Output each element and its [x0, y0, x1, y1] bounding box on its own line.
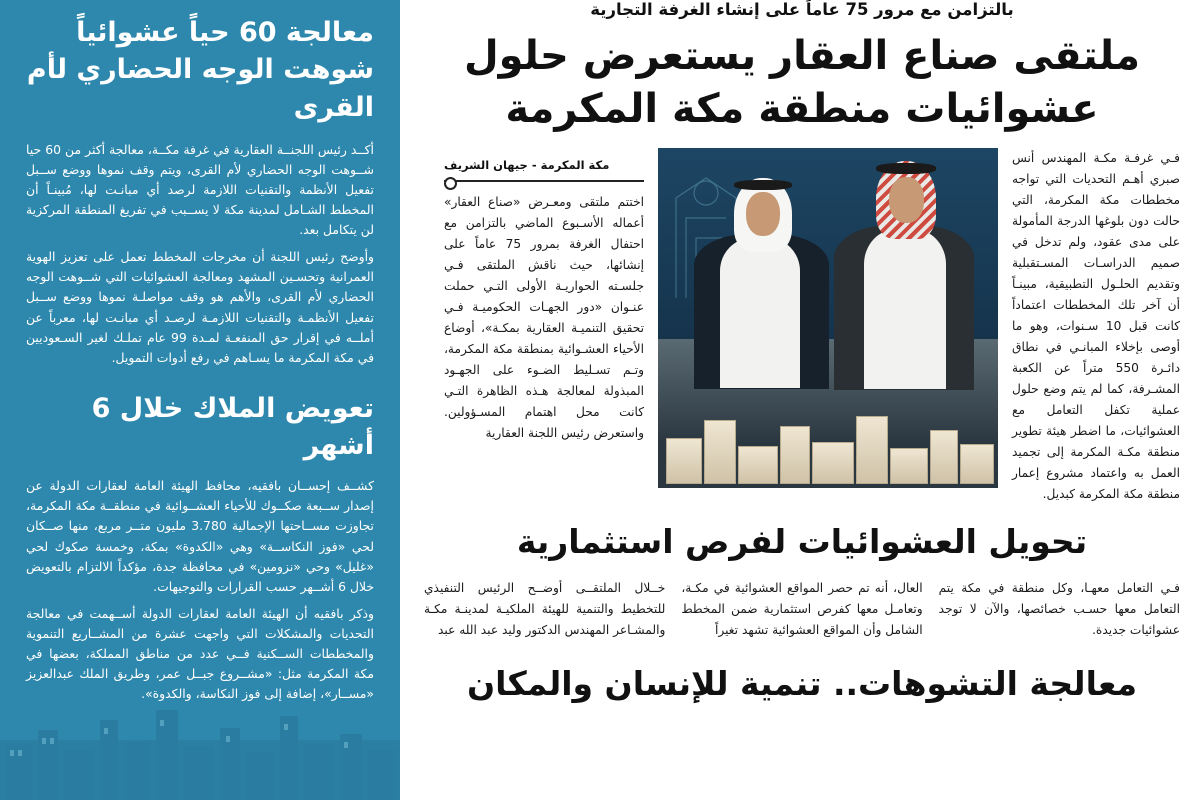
sidebar-paragraph: وأوضح رئيس اللجنة أن مخرجات المخطط تعمل على تعزيز الهوية العمرانية وتحسـين المشهد ومعالجة العشوائيات التي شــوهت الوجه الحضاري لأم القرى، والأهم هو وقف مواصلـة نموها ووضع ســبل تفعيل الأنظمـة والتقنيات اللازمـة لرصـد أي مبانـت لها، معرباً عن أملــه في إقرار حق المنفعـة لمـدة 99 عام تملـك لغير السـعوديين في مكة المكرمة ما يسـاهم في رفع أدوات التمويل.: [26, 249, 374, 365]
lede-row: [424, 148, 1180, 505]
sidebar-column: [0, 0, 400, 800]
article-subheadline-2: معالجة التشوهات.. تنمية للإنسان والمكان: [466, 663, 1138, 703]
sidebar-content: [0, 0, 400, 704]
sidebar-paragraph: أكــد رئيس اللجنــة العقارية في غرفة مكــة، معالجة أكثر من 60 حيا شــوهت الوجه الحضاري لأم القرى، ويتم وقف نموها ووضع ســبل تفعيل الأنظمة والتقنيات اللازمة لرصد أي مبانـت لها، مُبينـاً أن المخطط الشـامل لمدينة مكة لا يســبب في تفريغ المنطقة المركزية لن يتكامل بعد.: [26, 141, 374, 238]
article-right-column: [444, 148, 644, 444]
body-column: فـي التعامل معهـا، وكل منطقة في مكة يتم التعامل معها حسـب خصائصها، والآن لا توجد عشوائيات جديدة.: [938, 581, 1180, 637]
article-subheadline-1: تحويل العشوائيات لفرص استثمارية: [516, 522, 1088, 562]
article-headline: ملتقى صناع العقار يستعرض حلول عشوائيات منطقة مكة المكرمة: [463, 33, 1141, 133]
body-column: العال، أنه تم حصر المواقع العشوائية في مكـة، وتعامـل معها كفرص استثمارية ضمن المخطط الشامل وأن المواقع العشوائية تشهد تغيراً: [681, 581, 923, 637]
three-column-body: [424, 578, 1180, 641]
article-left-column-text: فـي غرفـة مكـة المهندس أنس صبري أهـم التحديات التي تواجه مخططات مكة المكرمة، التي حالت دون بلوغها الدرجة المأمولة على مدى عقود، ولم تدخل في صميم الدراسـات المسـتقبلية وتقديم الحلـول التطبيقية، مبينـاً أن آخر تلك المخططات اعتماداً كانت قبل 10 سـنوات، وهو ما أوصى بإخلاء المبانـي في نطاق دائـرة 550 متراً عن الكعبة المشـرفة، كما لم يتم وضع حلول عملية تكفل التعامل مع العشوائيات، ما اضطر هيئة تطوير منطقة مكـة المكرمة إلى تجميد العمل به واعتماد مشروع إعمار منطقة مكة المكرمة كبديل.: [1012, 151, 1181, 502]
byline: مكة المكرمة - جيهان الشريف: [444, 158, 610, 173]
sidebar-headline-2: تعويض الملاك خلال 6 أشهر: [91, 392, 374, 462]
byline-divider: [444, 180, 644, 182]
photo-architectural-model: [658, 346, 998, 489]
body-column: خــلال الملتقــى أوضــح الرئيس التنفيذي للتخطيط والتنمية للهيئة الملكيـة لمدينـة مكـة والمشـاعر المهندس الدكتور وليد عبد الله عبد: [424, 581, 666, 637]
article-right-column-text: اختتم ملتقى ومعـرض «صناع العقار» أعماله الأسـبوع الماضي بالتزامن مع احتفال الغرفة بمرور 75 عاماً على إنشائها، حيث ناقش الملتقى فـي جلسـته الحواريـة الأولى التـي حملت عنـوان «دور الجهـات الحكوميـة فـي تحقيق التنميـة العقارية بمكـة»، أوضاع الأحياء العشـوائية بمنطقة مكة المكرمة، وتـم تسـليط الضـوء على الجهـود المبذولة لمعالجة هـذه الظاهرة التـي كانت محل اهتمام المسـؤولين. واستعرض رئيس اللجنة العقارية: [444, 195, 644, 440]
main-article-column: [400, 0, 1200, 800]
article-photo: [658, 148, 998, 488]
article-kicker: بالتزامن مع مرور 75 عاماً على إنشاء الغرفة التجارية: [590, 0, 1014, 19]
sidebar-paragraph: كشــف إحســان بافقيه، محافظ الهيئة العامة لعقارات الدولة عن إصدار ســبعة صكــوك للأحياء العشــوائية في منطقــة مكة المكرمة، تجاوزت مســاحتها الإجمالية 3.780 مليون متــر مربع، منها صــكان لحي «فوز النكاســة» وهي «الكدوة» بمكة، وخمسة صكوك لحي «غليل» وحي «نزومين» في محافظة جدة، مؤكداً الالتزام بالتعويض خلال 6 أشــهر حسب القرارات والتوجيهات.: [26, 478, 374, 594]
sidebar-headline-1: معالجة 60 حياً عشوائياً شوهت الوجه الحضاري لأم القرى: [26, 17, 374, 123]
sidebar-paragraph: وذكر بافقيه أن الهيئة العامة لعقارات الدولة أســهمت في معالجة التحديات والمشكلات التي واجهت عشرة من المشــاريع التنموية والمخططات الســكنية فــي عدد من مناطق المملكة، بعضها في مكة المكرمة مثل: «مشــروع جبــل عمر، وطريق الملك عبدالعزيز «مســار»، إضافة إلى فوز النكاسة، والكدوة».: [26, 605, 374, 702]
